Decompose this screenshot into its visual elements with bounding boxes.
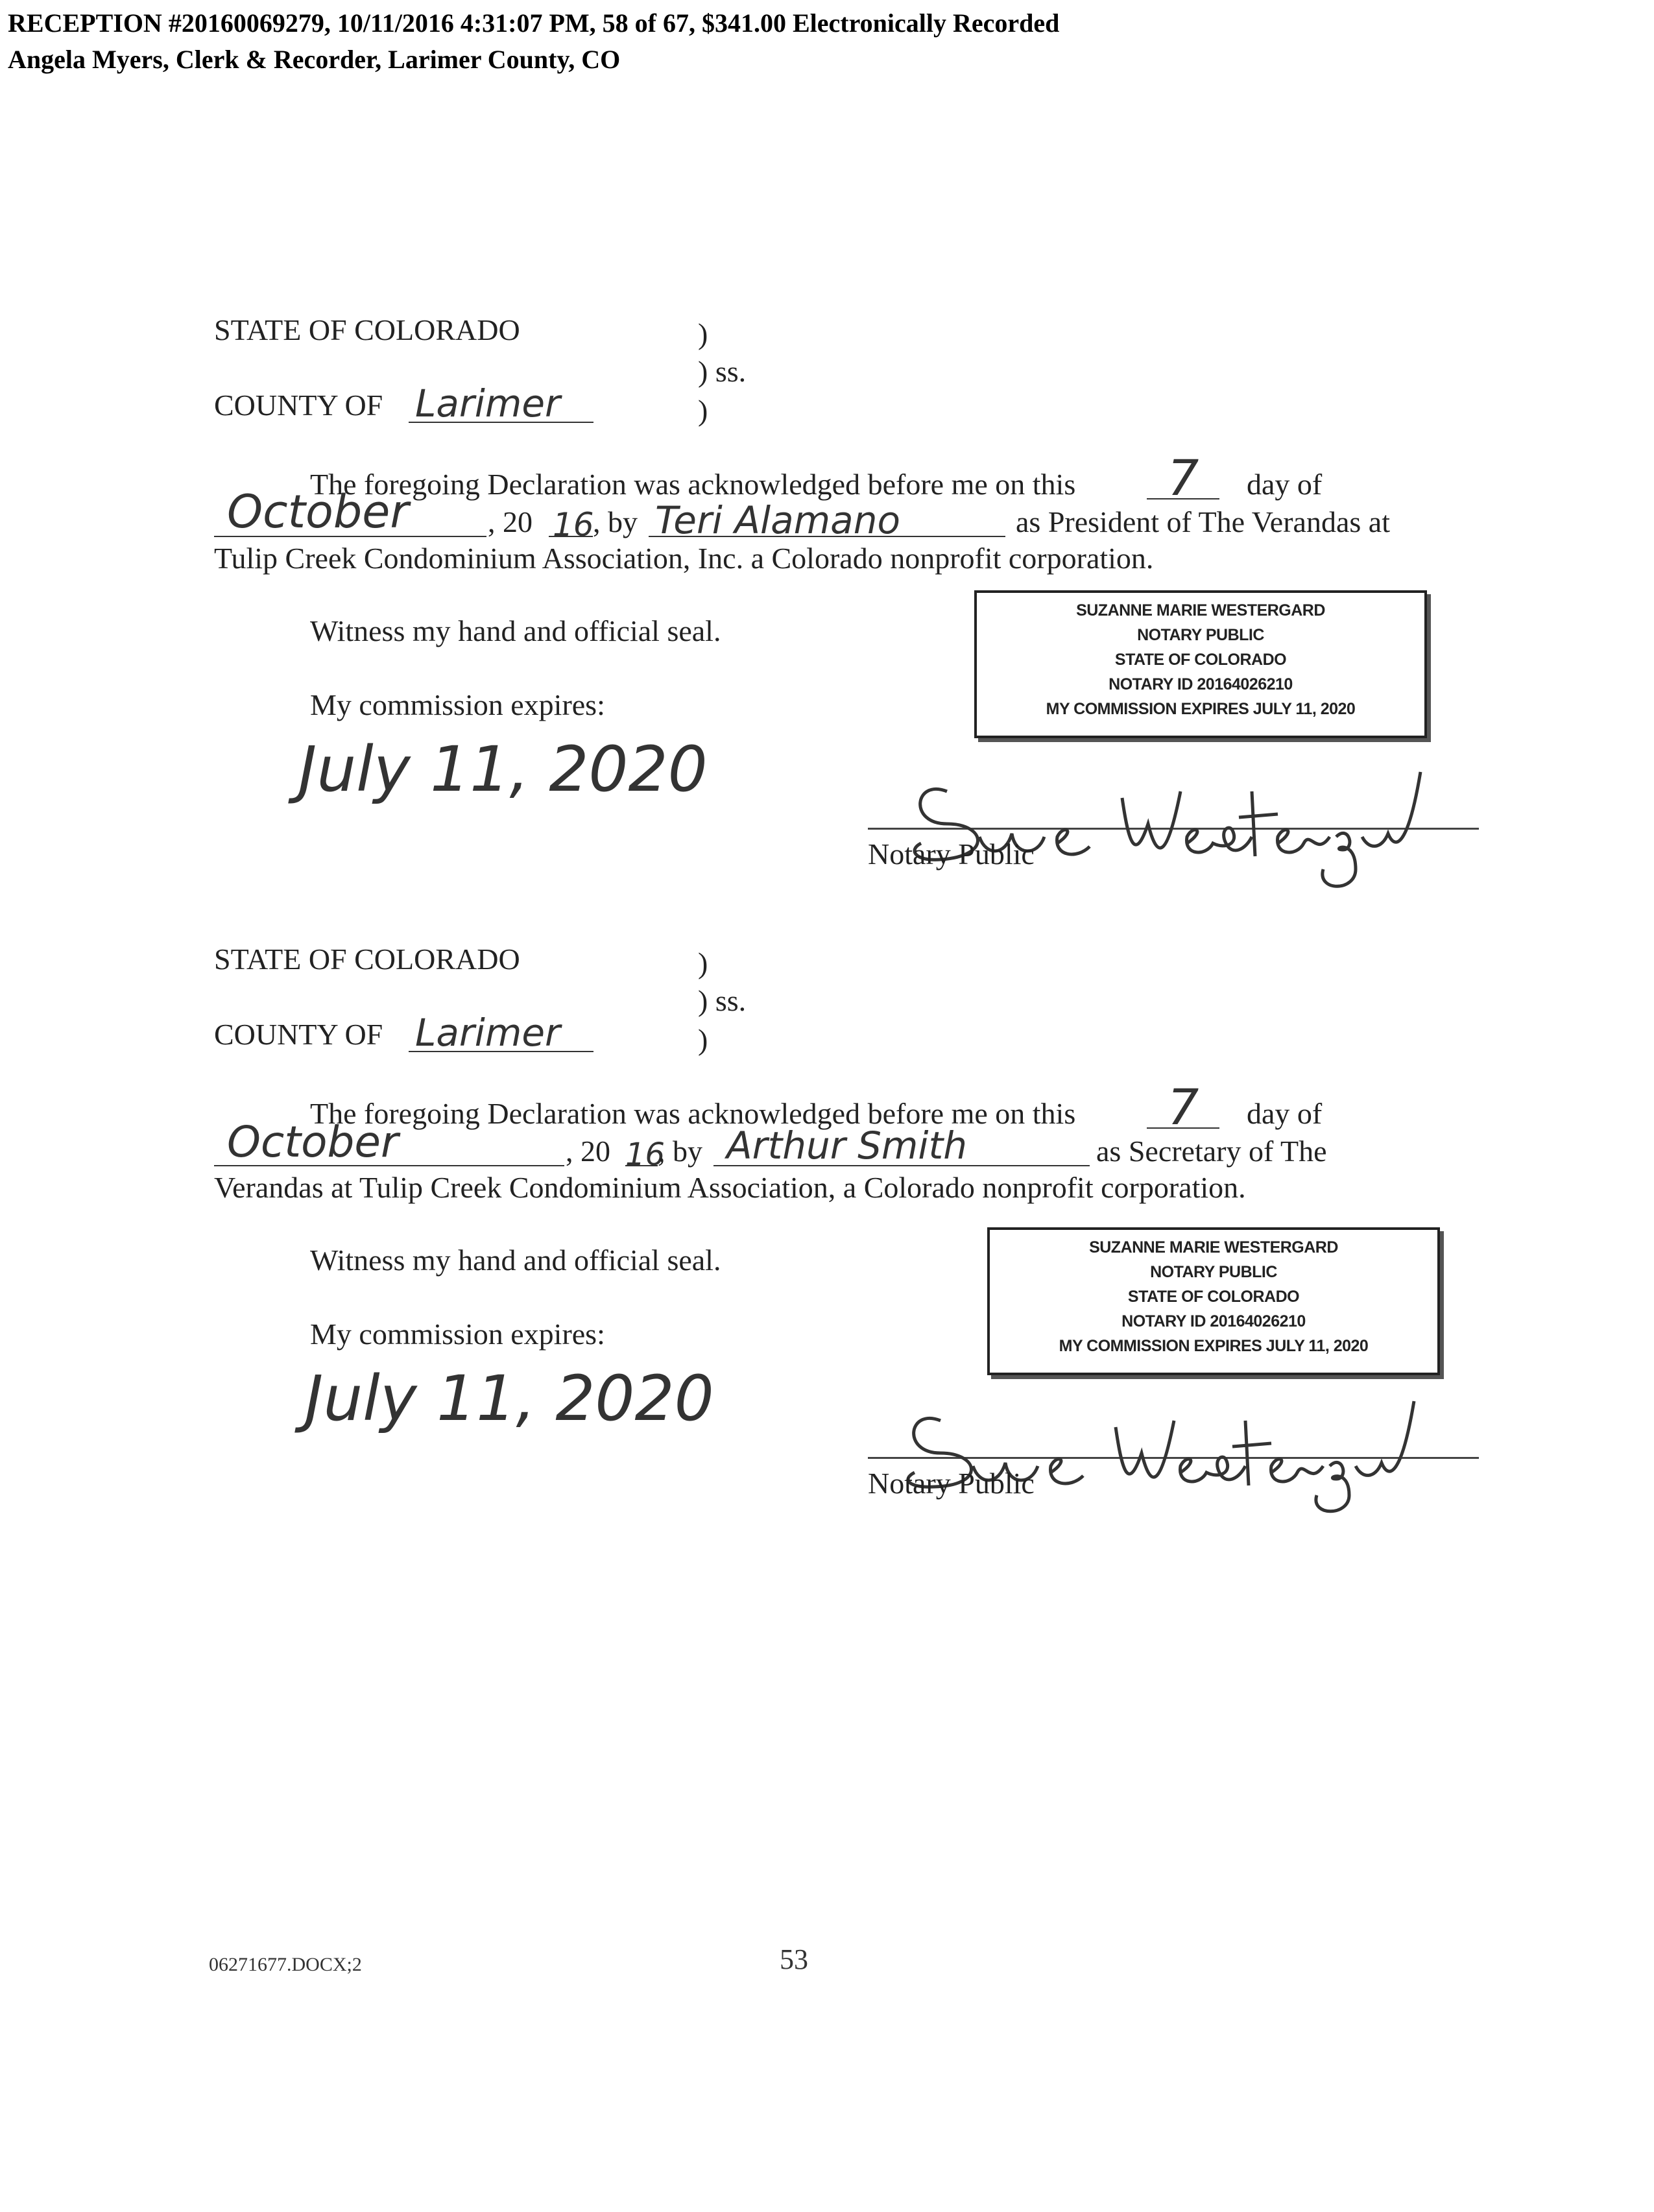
county-label: COUNTY OF [214,389,383,422]
stamp-id: NOTARY ID 20164026210 [1109,675,1293,693]
venue-paren-bottom: ) [698,394,708,427]
recording-header-line2: Angela Myers, Clerk & Recorder, Larimer County, CO [8,45,621,74]
year-prefix: , 20 [566,1135,610,1168]
stamp-title: NOTARY PUBLIC [1150,1263,1277,1281]
expiration-handwritten: July 11, 2020 [298,733,708,806]
day-of-label: day of [1247,468,1323,501]
day-handwritten: 7 [1168,449,1199,507]
year-handwritten: 16 [553,506,594,544]
expiration-handwritten: July 11, 2020 [305,1362,714,1435]
commission-label: My commission expires: [310,688,605,721]
role-text: as Secretary of The [1096,1135,1327,1168]
name-handwritten: Arthur Smith [726,1124,967,1168]
year-prefix: , 20 [488,505,533,538]
year-handwritten: 16 [625,1136,665,1173]
recording-header-line1: RECEPTION #20160069279, 10/11/2016 4:31:07 PM, 58 of 67, $341.00 Electronically Recorded [8,8,1060,38]
stamp-id: NOTARY ID 20164026210 [1121,1312,1306,1330]
state-label: STATE OF COLORADO [214,313,520,346]
page-number: 53 [780,1943,808,1975]
notary-stamp [987,1227,1440,1375]
name-handwritten: Teri Alamano [655,498,900,542]
stamp-title: NOTARY PUBLIC [1137,626,1264,644]
month-handwritten: October [227,485,409,538]
acknowledgment-line1: The foregoing Declaration was acknowledged before me on this [310,468,1076,501]
day-of-label: day of [1247,1097,1323,1130]
by-label: , by [658,1135,702,1168]
county-handwritten: Larimer [415,381,560,426]
day-handwritten: 7 [1168,1078,1199,1136]
notary-signature [902,752,1433,895]
acknowledgment-line3: Verandas at Tulip Creek Condominium Association, a Colorado nonprofit corporation. [214,1171,1246,1204]
commission-label: My commission expires: [310,1317,605,1351]
stamp-expiration: MY COMMISSION EXPIRES JULY 11, 2020 [1046,700,1356,718]
county-handwritten: Larimer [415,1011,560,1055]
witness-text: Witness my hand and official seal. [310,614,721,647]
document-id: 06271677.DOCX;2 [209,1954,362,1975]
notary-public-label: Notary Public [868,837,1035,871]
recording-header [8,5,1059,78]
month-handwritten: October [227,1117,399,1167]
acknowledgment-line1: The foregoing Declaration was acknowledged before me on this [310,1097,1076,1130]
stamp-name: SUZANNE MARIE WESTERGARD [1089,1238,1338,1256]
role-text: as President of The Verandas at [1016,505,1390,538]
notary-stamp [974,590,1427,738]
acknowledgment-line3: Tulip Creek Condominium Association, Inc. a Colorado nonprofit corporation. [214,542,1154,575]
venue-ss: ) ss. [698,984,747,1017]
venue-paren-top: ) [698,317,708,350]
venue-paren-top: ) [698,946,708,980]
stamp-name: SUZANNE MARIE WESTERGARD [1076,601,1325,619]
county-label: COUNTY OF [214,1018,383,1051]
stamp-state: STATE OF COLORADO [1114,651,1287,669]
notary-public-label: Notary Public [868,1467,1035,1500]
venue-ss: ) ss. [698,355,747,388]
by-label: , by [593,505,638,538]
witness-text: Witness my hand and official seal. [310,1244,721,1277]
venue-paren-bottom: ) [698,1023,708,1056]
state-label: STATE OF COLORADO [214,943,520,976]
stamp-expiration: MY COMMISSION EXPIRES JULY 11, 2020 [1059,1337,1369,1355]
stamp-state: STATE OF COLORADO [1127,1288,1300,1306]
